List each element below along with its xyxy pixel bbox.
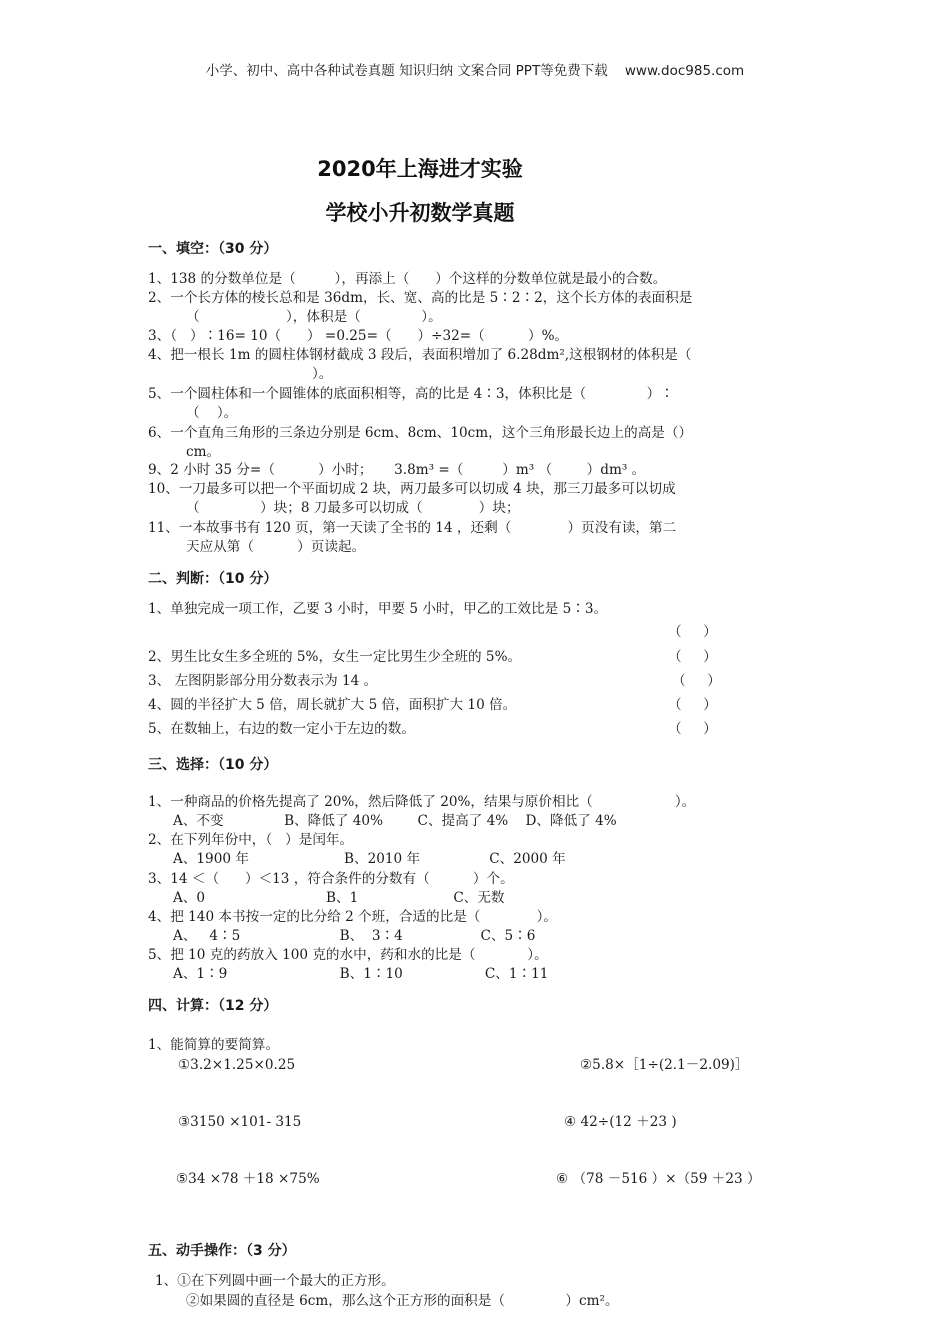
judge-q3-paren: （ ） (672, 673, 721, 689)
fill-q10: 10、一刀最多可以把一个平面切成 2 块，两刀最多可以切成 4 块，那三刀最多可以切成 (148, 481, 676, 497)
judge-q4: 4、圆的半径扩大 5 倍，周长就扩大 5 倍，面积扩大 10 倍。 (148, 697, 517, 713)
page-header: 小学、初中、高中各种试卷真题 知识归纳 文案合同 PPT等免费下载 www.doc985.com (205, 63, 745, 79)
exam-title-line1: 2020年上海进才实验 (317, 157, 523, 181)
calc-e1: ①3.2×1.25×0.25 (178, 1057, 296, 1073)
fill-q4-cont: ）。 (312, 366, 333, 382)
choice-q1: 1、一种商品的价格先提高了 20%，然后降低了 20%，结果与原价相比（ ）。 (148, 794, 696, 810)
section-fill-in-heading: 一、填空：（30 分） (148, 241, 278, 257)
fill-q1: 1、138 的分数单位是（ ），再添上（ ）个这样的分数单位就是最小的合数。 (148, 271, 667, 287)
judge-q4-paren: （ ） (668, 697, 717, 713)
fill-q3: 3、（ ）∶16= 10（ ） =0.25=（ ）÷32=（ ）%。 (148, 328, 569, 344)
fill-q10-cont: （ ）块；8 刀最多可以切成（ ）块； (186, 500, 520, 516)
calc-e3: ③3150 ×101- 315 (178, 1114, 302, 1130)
fill-q6: 6、一个直角三角形的三条边分别是 6cm、8cm、10cm，这个三角形最长边上的高是（） (148, 425, 693, 441)
fill-q5: 5、一个圆柱体和一个圆锥体的底面积相等，高的比是 4∶3，体积比是（ ）∶ (148, 386, 674, 402)
fill-q9: 9、2 小时 35 分=（ ）小时； 3.8m³ =（ ）m³ （ ）dm³ 。 (148, 462, 646, 478)
calc-intro: 1、能简算的要简算。 (148, 1037, 279, 1053)
judge-q5-paren: （ ） (668, 721, 717, 737)
choice-q4: 4、把 140 本书按一定的比分给 2 个班，合适的比是（ ）。 (148, 909, 557, 925)
fill-q11-cont: 天应从第（ ）页读起。 (186, 539, 366, 555)
choice-q2: 2、在下列年份中，（ ）是闰年。 (148, 832, 354, 848)
section-operation-heading: 五、动手操作：（3 分） (148, 1243, 296, 1259)
choice-q5: 5、把 10 克的药放入 100 克的水中，药和水的比是（ ）。 (148, 947, 548, 963)
section-choice-heading: 三、选择：（10 分） (148, 757, 278, 773)
judge-q2: 2、男生比女生多全班的 5%，女生一定比男生少全班的 5%。 (148, 649, 522, 665)
choice-q1-options: A、不变 B、降低了 40% C、提高了 4% D、降低了 4% (173, 813, 617, 829)
fill-q2-cont: （ ），体积是（ ）。 (186, 309, 442, 325)
judge-q3: 3、 左图阴影部分用分数表示为 14 。 (148, 673, 378, 689)
choice-q2-options: A、1900 年 B、2010 年 C、2000 年 (173, 851, 566, 867)
calc-e5: ⑤34 ×78 ＋18 ×75% (176, 1171, 320, 1187)
fill-q2: 2、一个长方体的棱长总和是 36dm，长、宽、高的比是 5∶2∶2，这个长方体的表面积是 (148, 290, 693, 306)
choice-q4-options: A、 4∶5 B、 3∶4 C、5∶6 (173, 928, 536, 944)
fill-q11: 11、一本故事书有 120 页，第一天读了全书的 14 ，还剩（ ）页没有读，第二 (148, 520, 677, 536)
judge-q5: 5、在数轴上，右边的数一定小于左边的数。 (148, 721, 415, 737)
judge-q2-paren: （ ） (668, 649, 717, 665)
judge-q1: 1、单独完成一项工作，乙要 3 小时，甲要 5 小时，甲乙的工效比是 5∶3。 (148, 601, 608, 617)
calc-e2: ②5.8×［1÷(2.1－2.09)］ (580, 1057, 749, 1073)
choice-q5-options: A、1∶9 B、1∶10 C、1∶11 (173, 966, 549, 982)
judge-q1-paren: （ ） (668, 624, 717, 640)
fill-q4: 4、把一根长 1m 的圆柱体钢材截成 3 段后，表面积增加了 6.28dm²,这根钢材的体积是（ (148, 347, 692, 363)
choice-q3-options: A、0 B、1 C、无数 (173, 890, 505, 906)
exam-title-line2: 学校小升初数学真题 (325, 201, 515, 225)
fill-q5-cont: （ ）。 (186, 405, 238, 421)
section-judge-heading: 二、判断：（10 分） (148, 571, 278, 587)
operation-q1: 1、①在下列圆中画一个最大的正方形。 (155, 1273, 395, 1289)
calc-e6: ⑥ （78 －516 ）×（59 ＋23 ） (556, 1171, 761, 1187)
choice-q3: 3、14 ＜（ ）＜13 ，符合条件的分数有（ ）个。 (148, 871, 514, 887)
operation-q2: ②如果圆的直径是 6cm，那么这个正方形的面积是（ ）cm²。 (186, 1293, 619, 1309)
section-calc-heading: 四、计算：（12 分） (148, 998, 278, 1014)
calc-e4: ④ 42÷(12 ＋23 ) (564, 1114, 677, 1130)
fill-q6-cont: cm。 (186, 444, 221, 460)
